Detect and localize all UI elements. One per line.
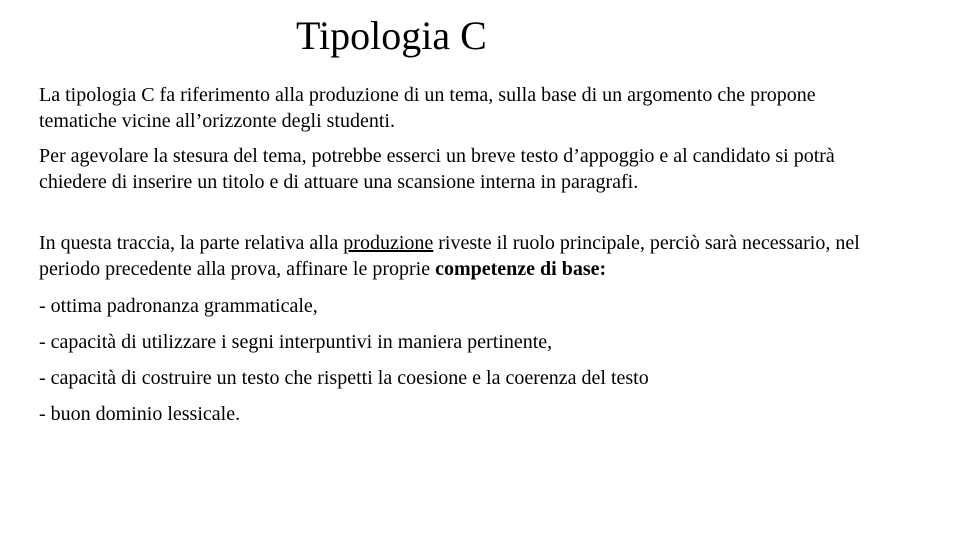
list-item: - buon dominio lessicale. xyxy=(39,403,241,425)
list-item: - capacità di utilizzare i segni interpuntivi in maniera pertinente, xyxy=(39,331,553,353)
underlined-word-produzione: produzione xyxy=(343,232,434,254)
slide-title: Tipologia C xyxy=(296,13,487,58)
bold-competenze-di-base: competenze di base: xyxy=(435,258,607,280)
list-item: - capacità di costruire un testo che rispetti la coesione e la coerenza del testo xyxy=(39,367,649,389)
skills-text-middle: riveste il ruolo principale, perciò sarà necessario, nel periodo precedente alla prova, affinare le proprie xyxy=(39,232,860,280)
paragraph-support-text: Per agevolare la stesura del tema, potrebbe esserci un breve testo d’appoggio e al candidato si potrà chiedere di inserire un titolo e di attuare una scansione interna in paragrafi. xyxy=(39,145,835,193)
slide-body xyxy=(39,82,869,437)
paragraph-skills xyxy=(39,230,869,282)
skills-text-before: In questa traccia, la parte relativa alla xyxy=(39,232,344,254)
list-item: - ottima padronanza grammaticale, xyxy=(39,295,318,317)
paragraph-intro: La tipologia C fa riferimento alla produzione di un tema, sulla base di un argomento che propone tematiche vicine all’orizzonte degli studenti. xyxy=(39,84,816,132)
